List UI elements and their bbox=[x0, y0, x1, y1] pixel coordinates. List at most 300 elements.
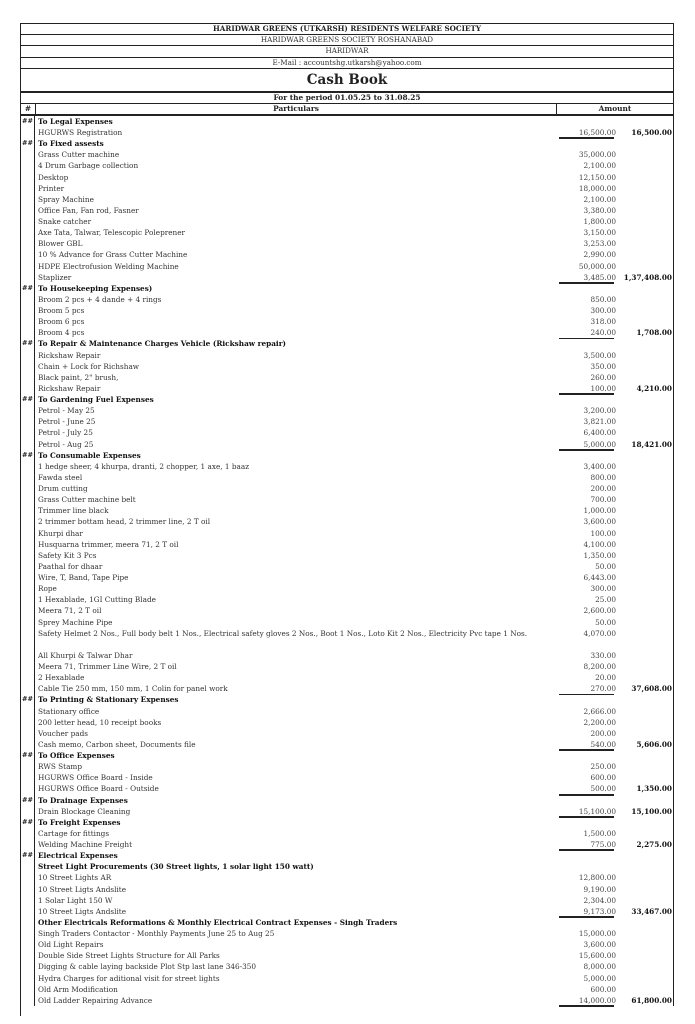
ledger-item-row bbox=[20, 928, 673, 939]
amount-cell bbox=[555, 694, 616, 705]
item-label: Khurpi dhar bbox=[38, 528, 83, 538]
item-amount: 2,990.00 bbox=[583, 250, 616, 260]
row-marker bbox=[20, 884, 35, 895]
row-marker bbox=[20, 261, 35, 272]
group-total: 1,37,408.00 bbox=[623, 272, 672, 282]
ledger-item-row bbox=[20, 628, 673, 650]
item-amount: 12,150.00 bbox=[578, 172, 616, 182]
item-amount: 5,000.00 bbox=[583, 973, 616, 983]
item-label: Broom 6 pcs bbox=[38, 317, 85, 327]
total-cell bbox=[616, 394, 673, 405]
item-amount: 20.00 bbox=[595, 673, 616, 683]
item-label: Rickshaw Repair bbox=[38, 350, 101, 360]
group-total bbox=[616, 516, 673, 527]
item-label: Grass Cutter machine bbox=[38, 150, 120, 160]
total-cell bbox=[616, 750, 673, 761]
ledger-item-row bbox=[20, 261, 673, 272]
row-marker bbox=[20, 617, 35, 628]
ledger-item-row bbox=[20, 650, 673, 661]
item-label: Stationary office bbox=[38, 706, 100, 716]
item-amount: 50,000.00 bbox=[578, 261, 616, 271]
item-label: HGURWS Registration bbox=[38, 128, 123, 138]
item-amount: 6,400.00 bbox=[583, 428, 616, 438]
item-label: Broom 2 pcs + 4 dande + 4 rings bbox=[38, 294, 162, 304]
amount-cell bbox=[555, 116, 616, 127]
ledger-item-row bbox=[20, 872, 673, 883]
row-marker bbox=[20, 772, 35, 783]
group-total bbox=[616, 884, 673, 895]
ledger-item-row bbox=[20, 605, 673, 616]
item-amount: 500.00 bbox=[555, 783, 616, 794]
item-label: 2 trimmer bottam head, 2 trimmer line, 2 T oil bbox=[38, 517, 211, 527]
item-amount: 200.00 bbox=[590, 484, 616, 494]
ledger-item-row bbox=[20, 961, 673, 972]
item-label: Cartage for fittings bbox=[38, 828, 110, 838]
item-amount: 1,000.00 bbox=[583, 506, 616, 516]
item-amount: 18,000.00 bbox=[578, 183, 616, 193]
group-header-row bbox=[20, 850, 673, 861]
row-marker bbox=[20, 439, 35, 450]
item-amount: 2,666.00 bbox=[583, 706, 616, 716]
ledger-item-row bbox=[20, 361, 673, 372]
group-total: 16,500.00 bbox=[631, 128, 672, 138]
group-total bbox=[616, 172, 673, 183]
item-label: 4 Drum Garbage collection bbox=[38, 161, 139, 171]
row-marker bbox=[20, 405, 35, 416]
group-header-row bbox=[20, 116, 673, 127]
item-amount: 6,443.00 bbox=[583, 573, 616, 583]
group-total bbox=[616, 961, 673, 972]
row-marker bbox=[20, 928, 35, 939]
item-label: Cable Tie 250 mm, 150 mm, 1 Colin for panel work bbox=[38, 684, 228, 694]
row-marker bbox=[20, 995, 35, 1006]
group-marker: ## bbox=[22, 395, 33, 404]
item-label: Petrol - June 25 bbox=[38, 417, 96, 427]
group-total bbox=[616, 427, 673, 438]
total-cell bbox=[616, 917, 673, 928]
group-label: Electrical Expenses bbox=[38, 851, 118, 861]
item-label: RWS Stamp bbox=[38, 762, 83, 772]
row-marker bbox=[20, 216, 35, 227]
group-total bbox=[616, 205, 673, 216]
group-total bbox=[616, 361, 673, 372]
item-amount: 3,485.00 bbox=[555, 272, 616, 283]
ledger-item-row bbox=[20, 205, 673, 216]
ledger-item-row bbox=[20, 172, 673, 183]
item-label: Fawda steel bbox=[38, 472, 83, 482]
group-label: To Gardening Fuel Expenses bbox=[38, 395, 154, 405]
group-total bbox=[616, 661, 673, 672]
item-amount: 14,000.00 bbox=[555, 995, 616, 1006]
ledger-item-row bbox=[20, 383, 673, 394]
row-marker bbox=[20, 984, 35, 995]
row-marker bbox=[20, 361, 35, 372]
amount-cell bbox=[555, 861, 616, 872]
ledger-item-row bbox=[20, 884, 673, 895]
column-header-hash: # bbox=[21, 104, 36, 114]
row-marker bbox=[20, 706, 35, 717]
item-label: Paathal for dhaar bbox=[38, 561, 103, 571]
row-marker bbox=[20, 906, 35, 917]
item-amount: 200.00 bbox=[590, 728, 616, 738]
ledger-item-row bbox=[20, 350, 673, 361]
subgroup-header-row bbox=[20, 917, 673, 928]
item-amount: 16,500.00 bbox=[555, 127, 616, 138]
item-label: Petrol - Aug 25 bbox=[38, 439, 94, 449]
item-amount: 3,400.00 bbox=[583, 461, 616, 471]
ledger-item-row bbox=[20, 594, 673, 605]
group-marker: ## bbox=[22, 116, 33, 125]
row-marker bbox=[20, 973, 35, 984]
group-total bbox=[616, 405, 673, 416]
group-label: To Drainage Expenses bbox=[38, 795, 128, 805]
row-marker bbox=[20, 739, 35, 750]
item-amount: 1,350.00 bbox=[583, 550, 616, 560]
total-cell bbox=[616, 861, 673, 872]
ledger-item-row bbox=[20, 672, 673, 683]
group-total bbox=[616, 238, 673, 249]
amount-cell bbox=[555, 850, 616, 861]
group-total bbox=[616, 160, 673, 171]
ledger-item-row bbox=[20, 194, 673, 205]
row-marker bbox=[20, 828, 35, 839]
ledger-item-row bbox=[20, 327, 673, 338]
total-cell bbox=[616, 817, 673, 828]
society-address: HARIDWAR GREENS SOCIETY ROSHANABAD bbox=[20, 35, 674, 46]
item-amount: 25.00 bbox=[595, 595, 616, 605]
group-label: Other Electricals Reformations & Monthly Electrical Contract Expenses - Singh Traders bbox=[38, 917, 398, 927]
group-label: To Office Expenses bbox=[38, 751, 115, 761]
group-total bbox=[616, 249, 673, 260]
group-total bbox=[616, 928, 673, 939]
group-total bbox=[616, 461, 673, 472]
group-total bbox=[616, 372, 673, 383]
item-label: Axe Tata, Talwar, Telescopic Poleprener bbox=[38, 228, 186, 238]
group-total bbox=[616, 672, 673, 683]
item-label: Broom 4 pcs bbox=[38, 328, 85, 338]
row-marker bbox=[20, 661, 35, 672]
group-label: To Repair & Maintenance Charges Vehicle (Rickshaw repair) bbox=[38, 339, 287, 349]
ledger-item-row bbox=[20, 372, 673, 383]
amount-cell bbox=[555, 138, 616, 149]
group-header-row bbox=[20, 394, 673, 405]
ledger-item-row bbox=[20, 839, 673, 850]
ledger-item-row bbox=[20, 617, 673, 628]
ledger-item-row bbox=[20, 160, 673, 171]
ledger-item-row bbox=[20, 416, 673, 427]
group-marker: ## bbox=[22, 751, 33, 760]
ledger-item-row bbox=[20, 984, 673, 995]
group-total bbox=[616, 828, 673, 839]
cash-book-sheet bbox=[20, 23, 674, 1006]
row-marker bbox=[20, 516, 35, 527]
item-label: Wire, T, Band, Tape Pipe bbox=[38, 573, 129, 583]
group-total bbox=[616, 706, 673, 717]
group-total bbox=[616, 650, 673, 661]
row-marker bbox=[20, 895, 35, 906]
ledger-item-row bbox=[20, 761, 673, 772]
group-total: 4,210.00 bbox=[636, 383, 672, 393]
ledger-item-row bbox=[20, 216, 673, 227]
item-amount: 50.00 bbox=[595, 617, 616, 627]
ledger-item-row bbox=[20, 973, 673, 984]
item-amount: 3,200.00 bbox=[583, 406, 616, 416]
item-label: 2 Hexablade bbox=[38, 673, 85, 683]
row-marker bbox=[20, 961, 35, 972]
group-header-row bbox=[20, 817, 673, 828]
ledger-item-row bbox=[20, 427, 673, 438]
group-total bbox=[616, 617, 673, 628]
group-header-row bbox=[20, 694, 673, 705]
group-total bbox=[616, 772, 673, 783]
row-marker bbox=[20, 472, 35, 483]
item-amount: 2,100.00 bbox=[583, 161, 616, 171]
group-total bbox=[616, 761, 673, 772]
group-total: 61,800.00 bbox=[631, 995, 672, 1005]
item-label: Black paint, 2" brush, bbox=[38, 372, 119, 382]
group-total bbox=[616, 528, 673, 539]
item-label: Printer bbox=[38, 183, 65, 193]
group-total bbox=[616, 316, 673, 327]
amount-cell bbox=[555, 450, 616, 461]
ledger-item-row bbox=[20, 483, 673, 494]
group-header-row bbox=[20, 450, 673, 461]
ledger-item-row bbox=[20, 717, 673, 728]
group-total bbox=[616, 494, 673, 505]
group-total bbox=[616, 350, 673, 361]
row-marker bbox=[20, 939, 35, 950]
item-label: Old Light Repairs bbox=[38, 940, 104, 950]
society-email: E-Mail : accountshg.utkarsh@yahoo.com bbox=[20, 58, 674, 69]
row-marker bbox=[20, 950, 35, 961]
group-label: To Housekeeping Expenses) bbox=[38, 283, 153, 293]
ledger-item-row bbox=[20, 906, 673, 917]
item-amount: 5,000.00 bbox=[555, 439, 616, 450]
total-cell bbox=[616, 283, 673, 294]
group-total: 1,350.00 bbox=[636, 784, 672, 794]
group-total bbox=[616, 149, 673, 160]
ledger-item-row bbox=[20, 939, 673, 950]
item-amount: 3,500.00 bbox=[583, 350, 616, 360]
amount-cell bbox=[555, 283, 616, 294]
row-marker bbox=[20, 316, 35, 327]
group-total: 15,100.00 bbox=[631, 806, 672, 816]
group-header-row bbox=[20, 283, 673, 294]
group-marker: ## bbox=[22, 795, 33, 804]
row-marker bbox=[20, 238, 35, 249]
group-marker: ## bbox=[22, 139, 33, 148]
ledger-item-row bbox=[20, 950, 673, 961]
item-label: All Khurpi & Talwar Dhar bbox=[38, 650, 133, 660]
ledger-item-row bbox=[20, 661, 673, 672]
item-amount: 850.00 bbox=[590, 294, 616, 304]
ledger-item-row bbox=[20, 183, 673, 194]
column-header-amount: Amount bbox=[598, 103, 632, 113]
group-label: To Fixed assests bbox=[38, 139, 104, 149]
row-marker bbox=[20, 683, 35, 694]
group-total bbox=[616, 605, 673, 616]
item-amount: 600.00 bbox=[590, 984, 616, 994]
item-label: 200 letter head, 10 receipt books bbox=[38, 717, 162, 727]
ledger-item-row bbox=[20, 461, 673, 472]
group-total bbox=[616, 550, 673, 561]
item-amount: 800.00 bbox=[590, 472, 616, 482]
group-total: 2,275.00 bbox=[636, 840, 672, 850]
item-label: Old Ladder Repairing Advance bbox=[38, 995, 153, 1005]
item-amount: 2,100.00 bbox=[583, 194, 616, 204]
subgroup-header-row bbox=[20, 861, 673, 872]
total-cell bbox=[616, 450, 673, 461]
group-marker bbox=[20, 917, 35, 928]
total-cell bbox=[616, 138, 673, 149]
ledger-item-row bbox=[20, 238, 673, 249]
ledger-item-row bbox=[20, 683, 673, 694]
ledger-item-row bbox=[20, 550, 673, 561]
ledger-item-row bbox=[20, 783, 673, 794]
item-label: 1 Solar Light 150 W bbox=[38, 895, 113, 905]
item-amount: 15,000.00 bbox=[578, 929, 616, 939]
group-total bbox=[616, 194, 673, 205]
item-label: Petrol - July 25 bbox=[38, 428, 93, 438]
group-label: To Printing & Stationary Expenses bbox=[38, 695, 179, 705]
item-label: 1 Hexablade, 1GI Cutting Blade bbox=[38, 595, 156, 605]
group-total bbox=[616, 561, 673, 572]
item-amount: 240.00 bbox=[555, 327, 616, 338]
item-label: 10 Street Ligts Andslite bbox=[38, 884, 127, 894]
item-label: Grass Cutter machine belt bbox=[38, 495, 136, 505]
group-marker: ## bbox=[22, 695, 33, 704]
amount-cell bbox=[555, 917, 616, 928]
row-marker bbox=[20, 550, 35, 561]
group-marker: ## bbox=[22, 851, 33, 860]
item-label: Safety Helmet 2 Nos., Full body belt 1 Nos., Electrical safety gloves 2 Nos., Boot 1 Nos., Loto Kit 2 Nos., Electricity Pvc tape 1 Nos. bbox=[38, 628, 528, 638]
item-label: HGURWS Office Board - Outside bbox=[38, 784, 159, 794]
item-amount: 350.00 bbox=[590, 361, 616, 371]
item-label: Spray Machine bbox=[38, 194, 94, 204]
group-label: To Legal Expenses bbox=[38, 116, 113, 126]
row-marker bbox=[20, 583, 35, 594]
item-amount: 3,380.00 bbox=[583, 205, 616, 215]
item-label: Singh Traders Contactor - Monthly Payments June 25 to Aug 25 bbox=[38, 929, 275, 939]
item-label: Meera 71, Trimmer Line Wire, 2 T oil bbox=[38, 662, 177, 672]
society-city: HARIDWAR bbox=[20, 46, 674, 57]
group-total bbox=[616, 472, 673, 483]
item-amount: 15,600.00 bbox=[578, 951, 616, 961]
amount-cell bbox=[555, 795, 616, 806]
group-total bbox=[616, 572, 673, 583]
row-marker bbox=[20, 160, 35, 171]
item-label: Petrol - May 25 bbox=[38, 406, 95, 416]
item-label: 1 hedge sheer, 4 khurpa, dranti, 2 chopper, 1 axe, 1 baaz bbox=[38, 461, 250, 471]
group-total: 5,606.00 bbox=[636, 739, 672, 749]
group-total bbox=[616, 628, 673, 650]
row-marker bbox=[20, 605, 35, 616]
item-amount: 3,821.00 bbox=[583, 417, 616, 427]
item-label: Digging & cable laying backside Plot Stp last lane 346-350 bbox=[38, 962, 257, 972]
item-label: Broom 5 pcs bbox=[38, 306, 85, 316]
row-marker bbox=[20, 172, 35, 183]
group-total bbox=[616, 539, 673, 550]
item-amount: 50.00 bbox=[595, 561, 616, 571]
row-marker bbox=[20, 761, 35, 772]
group-total: 18,421.00 bbox=[631, 439, 672, 449]
item-amount: 8,200.00 bbox=[583, 662, 616, 672]
item-amount: 540.00 bbox=[555, 739, 616, 750]
row-marker bbox=[20, 528, 35, 539]
ledger-item-row bbox=[20, 272, 673, 283]
ledger-item-row bbox=[20, 572, 673, 583]
item-label: Husquarna trimmer, meera 71, 2 T oil bbox=[38, 539, 179, 549]
row-marker bbox=[20, 561, 35, 572]
item-amount: 9,173.00 bbox=[555, 906, 616, 917]
item-label: Snake catcher bbox=[38, 217, 92, 227]
group-header-row bbox=[20, 795, 673, 806]
amount-cell bbox=[555, 817, 616, 828]
row-marker bbox=[20, 461, 35, 472]
item-amount: 700.00 bbox=[590, 495, 616, 505]
item-amount: 3,600.00 bbox=[583, 940, 616, 950]
item-amount: 300.00 bbox=[590, 306, 616, 316]
ledger-item-row bbox=[20, 405, 673, 416]
group-total bbox=[616, 261, 673, 272]
ledger-item-row bbox=[20, 828, 673, 839]
ledger-item-row bbox=[20, 149, 673, 160]
item-amount: 1,500.00 bbox=[583, 828, 616, 838]
row-marker bbox=[20, 149, 35, 160]
row-marker bbox=[20, 416, 35, 427]
group-marker: ## bbox=[22, 817, 33, 826]
item-amount: 9,190.00 bbox=[583, 884, 616, 894]
item-label: Office Fan, Fan rod, Fasner bbox=[38, 205, 139, 215]
row-marker bbox=[20, 372, 35, 383]
ledger-item-row bbox=[20, 995, 673, 1006]
item-label: HDPE Electrofusion Welding Machine bbox=[38, 261, 179, 271]
group-total bbox=[616, 984, 673, 995]
ledger-item-row bbox=[20, 439, 673, 450]
item-label: Sprey Machine Pipe bbox=[38, 617, 113, 627]
row-marker bbox=[20, 839, 35, 850]
item-label: 10 Street Ligts Andslite bbox=[38, 906, 127, 916]
group-total bbox=[616, 227, 673, 238]
column-header-particulars: Particulars bbox=[36, 104, 557, 114]
item-label: Meera 71, 2 T oil bbox=[38, 606, 102, 616]
total-cell bbox=[616, 338, 673, 349]
group-marker: ## bbox=[22, 283, 33, 292]
group-total bbox=[616, 973, 673, 984]
group-total: 33,467.00 bbox=[631, 906, 672, 916]
row-marker bbox=[20, 483, 35, 494]
item-amount: 100.00 bbox=[555, 383, 616, 394]
item-amount: 3,150.00 bbox=[583, 228, 616, 238]
amount-cell bbox=[555, 394, 616, 405]
group-total bbox=[616, 728, 673, 739]
group-label: Street Light Procurements (30 Street lights, 1 solar light 150 watt) bbox=[38, 862, 314, 872]
group-total bbox=[616, 505, 673, 516]
row-marker bbox=[20, 872, 35, 883]
item-amount: 100.00 bbox=[590, 528, 616, 538]
row-marker bbox=[20, 717, 35, 728]
row-marker bbox=[20, 194, 35, 205]
group-total bbox=[616, 416, 673, 427]
row-marker bbox=[20, 127, 35, 138]
ledger-item-row bbox=[20, 294, 673, 305]
column-header-row bbox=[20, 104, 674, 116]
group-total: 37,608.00 bbox=[631, 684, 672, 694]
group-total bbox=[616, 216, 673, 227]
amount-cell bbox=[555, 338, 616, 349]
item-label: Staplizer bbox=[38, 272, 72, 282]
row-marker bbox=[20, 572, 35, 583]
